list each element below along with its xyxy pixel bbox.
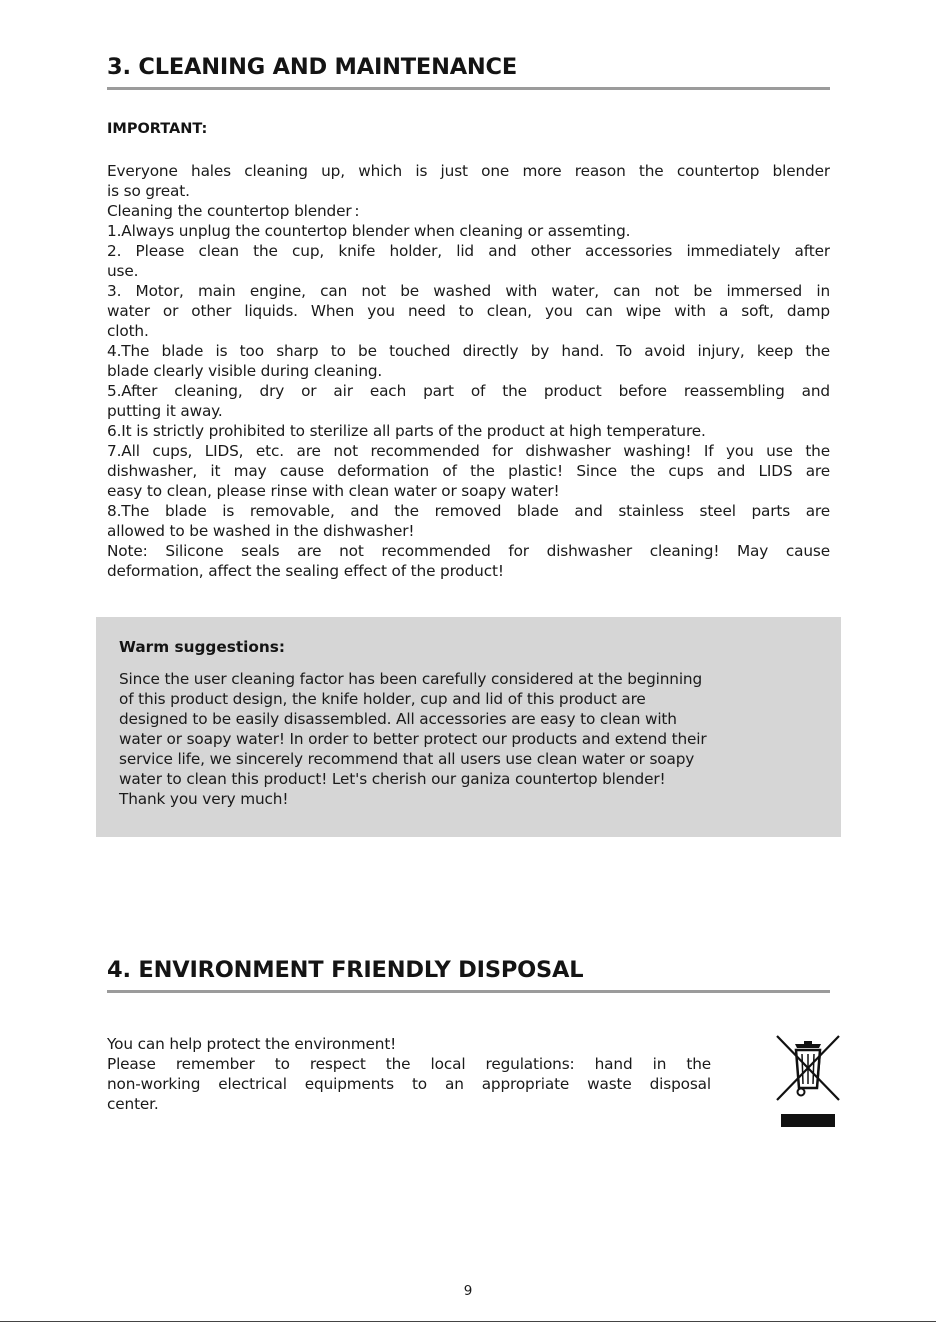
- suggestion-line: Since the user cleaning factor has been carefully considered at the beginning: [119, 670, 703, 688]
- instruction-line: Cleaning the countertop blender :: [107, 202, 360, 220]
- instruction-line: 2. Please clean the cup, knife holder, lid and other accessories immediately after: [107, 242, 830, 260]
- instruction-line: dishwasher, it may cause deformation of the plastic! Since the cups and LIDS are: [107, 462, 830, 480]
- instruction-line: 4.The blade is too sharp to be touched directly by hand. To avoid injury, keep the: [107, 342, 830, 360]
- instruction-line: putting it away.: [107, 402, 223, 420]
- page-number: 9: [463, 1283, 473, 1299]
- warm-suggestions-text: [119, 669, 814, 809]
- instruction-line: Everyone hales cleaning up, which is just one more reason the countertop blender: [107, 162, 830, 180]
- instruction-line: blade clearly visible during cleaning.: [107, 362, 383, 380]
- instruction-line: is so great.: [107, 182, 190, 200]
- cleaning-instructions: [107, 161, 830, 581]
- instruction-line: 6.It is strictly prohibited to sterilize all parts of the product at high temperature.: [107, 422, 706, 440]
- suggestion-line: Thank you very much!: [119, 790, 289, 808]
- section-4-divider: [107, 990, 830, 993]
- instruction-line: 7.All cups, LIDS, etc. are not recommended for dishwasher washing! If you use the: [107, 442, 830, 460]
- suggestion-line: service life, we sincerely recommend that all users use clean water or soapy: [119, 750, 695, 768]
- disposal-line: You can help protect the environment!: [107, 1035, 397, 1053]
- suggestion-line: water to clean this product! Let's cherish our ganiza countertop blender!: [119, 770, 666, 788]
- instruction-line: cloth.: [107, 322, 149, 340]
- disposal-line: center.: [107, 1095, 159, 1113]
- instruction-line: 3. Motor, main engine, can not be washed with water, can not be immersed in: [107, 282, 830, 300]
- warm-suggestions-title: Warm suggestions:: [119, 638, 286, 656]
- instruction-line: allowed to be washed in the dishwasher!: [107, 522, 415, 540]
- suggestion-line: designed to be easily disassembled. All accessories are easy to clean with: [119, 710, 677, 728]
- weee-crossed-out-wheelie-bin-icon: [774, 1034, 842, 1130]
- important-label: IMPORTANT:: [107, 121, 208, 137]
- section-3-title: 3. CLEANING AND MAINTENANCE: [107, 54, 518, 80]
- instruction-line: deformation, affect the sealing effect of the product!: [107, 562, 504, 580]
- suggestion-line: water or soapy water! In order to better protect our products and extend their: [119, 730, 707, 748]
- section-4-title: 4. ENVIRONMENT FRIENDLY DISPOSAL: [107, 957, 584, 983]
- suggestion-line: of this product design, the knife holder, cup and lid of this product are: [119, 690, 646, 708]
- instruction-line: 5.After cleaning, dry or air each part of the product before reassembling and: [107, 382, 830, 400]
- instruction-line: Note: Silicone seals are not recommended for dishwasher cleaning! May cause: [107, 542, 830, 560]
- instruction-line: use.: [107, 262, 139, 280]
- disposal-text: [107, 1034, 711, 1114]
- instruction-line: 8.The blade is removable, and the removed blade and stainless steel parts are: [107, 502, 830, 520]
- instruction-line: easy to clean, please rinse with clean water or soapy water!: [107, 482, 560, 500]
- instruction-line: 1.Always unplug the countertop blender when cleaning or assemting.: [107, 222, 631, 240]
- page-bottom-border: [0, 1321, 936, 1322]
- disposal-line: non-working electrical equipments to an appropriate waste disposal: [107, 1075, 711, 1093]
- instruction-line: water or other liquids. When you need to clean, you can wipe with a soft, damp: [107, 302, 830, 320]
- section-3-divider: [107, 87, 830, 90]
- disposal-line: Please remember to respect the local regulations: hand in the: [107, 1055, 711, 1073]
